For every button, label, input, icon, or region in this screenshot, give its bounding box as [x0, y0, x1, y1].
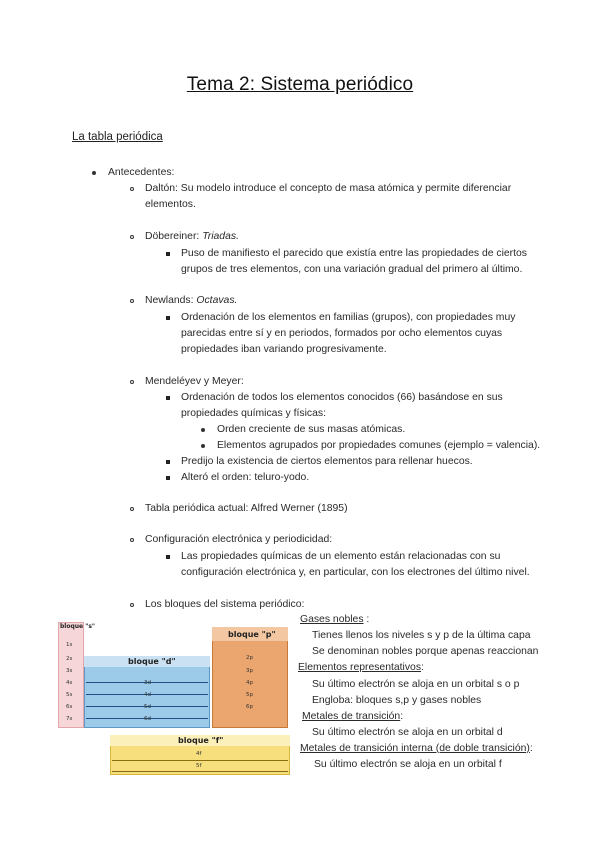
newlands-text-3: propiedades iban variando progresivamente.: [181, 344, 387, 355]
row-line: [112, 760, 288, 761]
gases-nobles-title: Gases nobles: [300, 614, 364, 625]
row-label: 5f: [196, 763, 202, 769]
newlands-term: Octavas.: [196, 295, 238, 306]
representativos-colon: :: [421, 662, 424, 673]
row-label: 6d: [144, 716, 151, 722]
block-p: [212, 627, 288, 728]
dalton-line-2: elementos.: [145, 199, 196, 210]
row-label: 5d: [144, 704, 151, 710]
gases-nobles-heading: [300, 612, 369, 628]
representativos-title: Elementos representativos: [298, 662, 422, 673]
mendeleyev-sub-1: Orden creciente de sus masas atómicas.: [217, 424, 406, 435]
mendeleyev-text-3: Predijo la existencia de ciertos elementos para rellenar huecos.: [181, 456, 473, 467]
block-f-label: bloque "f": [178, 736, 224, 745]
newlands-name: Newlands:: [145, 295, 197, 306]
transicion-title: Metales de transición: [302, 711, 401, 722]
block-d-label: bloque "d": [128, 657, 176, 666]
bloques-heading: Los bloques del sistema periódico:: [145, 599, 305, 610]
circle-bullet-icon: [130, 380, 134, 384]
row-label: 6s: [66, 704, 73, 710]
row-label: 4s: [66, 680, 73, 686]
row-label: 7s: [66, 716, 73, 722]
circle-bullet-icon: [130, 187, 134, 191]
row-line: [112, 771, 288, 772]
square-bullet-icon: [166, 316, 170, 320]
mendeleyev-text-1: Ordenación de todos los elementos conocidos (66) basándose en sus: [181, 392, 503, 403]
bullet-icon: [92, 171, 96, 175]
row-label: 5p: [246, 692, 253, 698]
representativos-heading: [298, 660, 424, 676]
circle-bullet-icon: [130, 235, 134, 239]
square-bullet-icon: [166, 396, 170, 400]
mendeleyev-heading: Mendeléyev y Meyer:: [145, 376, 244, 387]
bullet-icon: [201, 444, 205, 448]
transicion-interna-line-1: Su último electrón se aloja en un orbital f: [314, 759, 502, 770]
newlands-text-2: parecidas entre sí y en periodos, formados por ocho elementos cuyas: [181, 328, 503, 339]
row-label: 4d: [144, 692, 151, 698]
block-s: [58, 622, 84, 728]
representativos-line-2: Engloba: bloques s,p y gases nobles: [312, 695, 482, 706]
row-label: 1s: [66, 642, 73, 648]
page-title: Tema 2: Sistema periódico: [186, 74, 414, 95]
section-heading: La tabla periódica: [72, 131, 163, 143]
transicion-interna-colon: :: [529, 743, 533, 754]
block-s-label: bloque "s": [60, 623, 96, 630]
dobereiner-text-2: grupos de tres elementos, con una variación gradual del primero al último.: [181, 264, 523, 275]
mendeleyev-text-2: propiedades químicas y físicas:: [181, 408, 326, 419]
row-label: 2p: [246, 655, 253, 661]
row-label: 3p: [246, 668, 253, 674]
transicion-interna-title: Metales de transición interna (de doble transición): [300, 743, 530, 754]
square-bullet-icon: [166, 460, 170, 464]
circle-bullet-icon: [130, 299, 134, 303]
square-bullet-icon: [166, 476, 170, 480]
gases-nobles-colon: :: [363, 614, 370, 625]
square-bullet-icon: [166, 252, 170, 256]
dobereiner-text-1: Puso de manifiesto el parecido que existía entre las propiedades de ciertos: [181, 248, 527, 259]
gases-nobles-line-1: Tienes llenos los niveles s y p de la última capa: [312, 630, 531, 641]
row-label: 6p: [246, 704, 253, 710]
row-label: 5s: [66, 692, 73, 698]
gases-nobles-line-2: Se denominan nobles porque apenas reaccionan: [312, 646, 539, 657]
configuracion-text-1: Las propiedades químicas de un elemento están relacionadas con su: [181, 551, 501, 562]
dobereiner-term: Triadas.: [202, 231, 239, 242]
dalton-line-1: Daltón: Su modelo introduce el concepto de masa atómica y permite diferenciar: [145, 183, 512, 194]
dobereiner-name: Döbereiner:: [145, 231, 203, 242]
newlands-heading: [145, 293, 237, 309]
bullet-icon: [201, 428, 205, 432]
transicion-line-1: Su último electrón se aloja en un orbital d: [312, 727, 503, 738]
antecedentes-label: Antecedentes:: [108, 167, 175, 178]
row-label: 3s: [66, 668, 73, 674]
werner-line: Tabla periódica actual: Alfred Werner (1895): [145, 503, 348, 514]
transicion-heading: [302, 709, 403, 725]
row-label: 3d: [144, 680, 151, 686]
mendeleyev-sub-2: Elementos agrupados por propiedades comunes (ejemplo = valencia).: [217, 440, 541, 451]
transicion-interna-heading: [300, 741, 533, 757]
row-label: 4f: [196, 751, 202, 757]
transicion-colon: :: [400, 711, 404, 722]
circle-bullet-icon: [130, 538, 134, 542]
circle-bullet-icon: [130, 507, 134, 511]
circle-bullet-icon: [130, 603, 134, 607]
configuracion-heading: Configuración electrónica y periodicidad:: [145, 534, 333, 545]
dobereiner-heading: [145, 229, 239, 245]
representativos-line-1: Su último electrón se aloja en un orbital s o p: [312, 679, 520, 690]
configuracion-text-2: configuración electrónica y, en particular, con los electrones del último nivel.: [181, 567, 530, 578]
mendeleyev-text-4: Alteró el orden: teluro-yodo.: [181, 472, 310, 483]
row-label: 4p: [246, 680, 253, 686]
square-bullet-icon: [166, 555, 170, 559]
newlands-text-1: Ordenación de los elementos en familias (grupos), con propiedades muy: [181, 312, 516, 323]
block-p-label: bloque "p": [228, 630, 276, 639]
row-label: 2s: [66, 656, 73, 662]
